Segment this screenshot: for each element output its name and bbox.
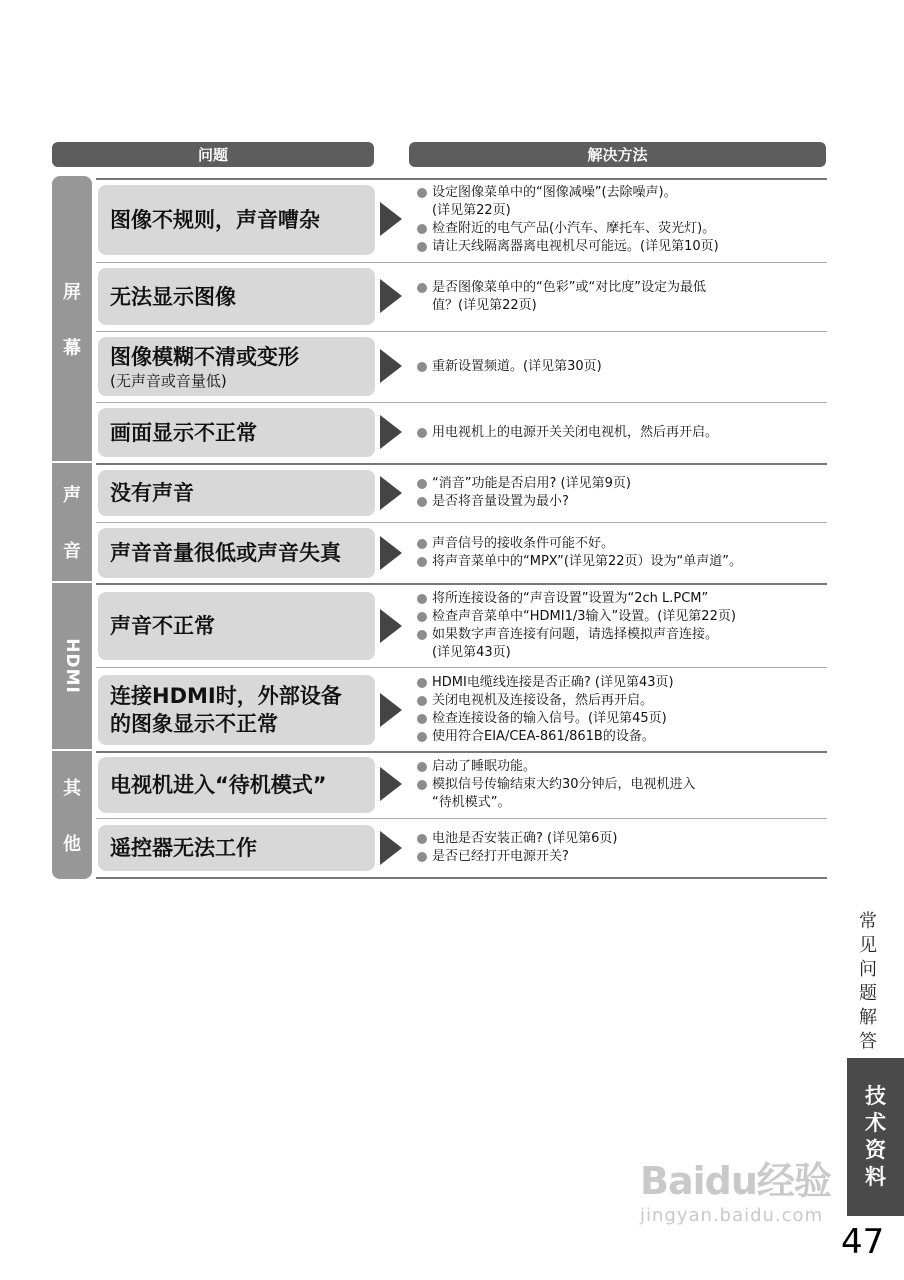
category-hdmi [52,583,92,749]
solution-block [417,266,827,328]
side-tab-faq-char: 解 [859,1007,877,1028]
category-other [52,751,92,879]
row-divider [96,667,827,668]
bullet-icon [417,612,427,622]
side-tab-tech-char: 资 [865,1138,886,1162]
arrow-right-icon [380,279,402,313]
arrow-right-icon [380,767,402,801]
bullet-icon [417,732,427,742]
bullet-icon [417,557,427,567]
solution-line: (详见第22页) [432,203,511,218]
solution-line: 关闭电视机及连接设备，然后再开启。 [417,692,827,710]
problem-title: 图像模糊不清或变形 [110,344,299,369]
arrow-right-icon [380,693,402,727]
problem-title: 画面显示不正常 [110,420,257,445]
problem-title: 声音不正常 [110,614,215,638]
solution-line: 是否将音量设置为最小? [417,493,827,511]
bullet-icon [417,539,427,549]
side-tab-tech-char: 料 [865,1165,886,1189]
problem-title: 无法显示图像 [110,284,236,309]
solution-block [417,755,827,815]
solution-line: 将声音菜单中的“MPX”(详见第22页）设为“单声道”。 [417,553,827,571]
bullet-icon [417,696,427,706]
problem-abnormal-sound [98,592,375,660]
category-screen [52,176,92,461]
problem-blurry-distorted-image [98,337,375,396]
bullet-icon [417,630,427,640]
arrow-right-icon [380,609,402,643]
problem-no-sound [98,470,375,516]
side-tab-faq-char: 常 [859,911,877,932]
row-divider [96,522,827,523]
category-sound [52,463,92,581]
arrow-right-icon [380,831,402,865]
problem-title: 没有声音 [110,481,194,505]
category-sound-char-2: 音 [63,541,81,562]
side-tab-tech-char: 技 [865,1084,886,1108]
category-screen-char-2: 幕 [63,337,81,359]
problem-title-line-2: 的图象显示不正常 [110,712,278,736]
solution-line: 设定图像菜单中的“图像减噪”(去除噪声)。 [417,184,827,202]
row-divider [96,818,827,819]
problem-title: 连接HDMI时，外部设备 [110,684,342,708]
side-tab-faq-char: 答 [859,1031,877,1052]
bullet-icon [417,714,427,724]
solution-line: 声音信号的接收条件可能不好。 [417,535,827,553]
side-tab-technical-data [847,1058,904,1216]
page-number: 47 [841,1222,885,1262]
bullet-icon [417,362,427,372]
section-divider [96,751,827,753]
problem-hdmi-external-device-image [98,675,375,745]
solution-block [417,335,827,399]
row-divider [96,262,827,263]
bullet-icon [417,762,427,772]
table-top-rule [96,178,827,180]
section-divider [96,463,827,465]
side-tab-faq [857,910,879,1054]
solution-line: (详见第43页) [432,645,511,660]
solution-line: HDMI电缆线连接是否正确? (详见第43页) [417,674,827,692]
table-bottom-rule [96,877,827,879]
category-hdmi-label: HDMI [62,638,82,694]
solution-line: 电池是否安装正确? (详见第6页) [417,830,827,848]
solution-block [417,405,827,461]
bullet-icon [417,224,427,234]
solution-block [417,526,827,580]
solution-block [417,467,827,519]
solution-line: 检查连接设备的输入信号。(详见第45页) [417,710,827,728]
solution-line: 值？(详见第22页) [432,298,537,313]
arrow-right-icon [380,415,402,449]
problem-title: 电视机进入“待机模式” [110,773,327,797]
problem-subtitle: (无声音或音量低) [110,371,227,390]
section-divider [96,583,827,585]
problem-irregular-image-noisy-sound [98,185,375,255]
arrow-right-icon [380,202,402,236]
solution-line: 模拟信号传输结束大约30分钟后，电视机进入 [417,776,827,794]
bullet-icon [417,594,427,604]
solution-line: 重新设置频道。(详见第30页) [417,358,827,376]
bullet-icon [417,852,427,862]
solution-block [417,587,827,665]
baidu-jingyan-watermark [640,1150,831,1226]
solution-block [417,822,827,874]
side-tab-tech-char: 术 [865,1111,886,1135]
bullet-icon [417,188,427,198]
problem-abnormal-display [98,408,375,457]
solution-line: “待机模式”。 [432,795,511,810]
solution-line: 用电视机上的电源开关关闭电视机，然后再开启。 [417,424,827,442]
problem-title: 声音音量很低或声音失真 [110,541,341,565]
category-other-char-1: 其 [63,778,81,799]
solution-block [417,671,827,749]
solution-line: 如果数字声音连接有问题，请选择模拟声音连接。 [417,626,827,644]
bullet-icon [417,678,427,688]
side-tab-faq-char: 题 [859,983,877,1004]
arrow-right-icon [380,349,402,383]
solution-line: 请让天线隔离器离电视机尽可能远。(详见第10页) [417,238,827,256]
row-divider [96,331,827,332]
solution-block [417,182,827,258]
solution-line: 是否图像菜单中的“色彩”或“对比度”设定为最低 [417,279,827,297]
arrow-right-icon [380,476,402,510]
category-sound-char-1: 声 [63,485,81,506]
side-tab-faq-char: 问 [859,959,877,980]
solution-line: 将所连接设备的“声音设置”设置为“2ch L.PCM” [417,590,827,608]
watermark-logo: Baidu经验 [640,1159,831,1203]
problem-no-image [98,268,375,325]
category-screen-char-1: 屏 [63,281,81,303]
row-divider [96,402,827,403]
problem-title: 遥控器无法工作 [110,836,257,860]
problem-low-volume-distortion [98,528,375,578]
solution-line: 启动了睡眠功能。 [417,758,827,776]
solution-column-header: 解决方法 [409,142,826,167]
bullet-icon [417,242,427,252]
arrow-right-icon [380,536,402,570]
bullet-icon [417,479,427,489]
bullet-icon [417,780,427,790]
solution-line: 检查声音菜单中“HDMI1/3输入”设置。(详见第22页) [417,608,827,626]
solution-line: 使用符合EIA/CEA-861/861B的设备。 [417,728,827,746]
bullet-icon [417,834,427,844]
problem-column-header: 问题 [52,142,374,167]
bullet-icon [417,283,427,293]
solution-line: “消音”功能是否启用? (详见第9页) [417,475,827,493]
problem-remote-not-working [98,825,375,871]
side-tab-faq-char: 见 [859,935,877,956]
solution-line: 是否已经打开电源开关? [417,848,827,866]
bullet-icon [417,428,427,438]
bullet-icon [417,497,427,507]
solution-line: 检查附近的电气产品(小汽车、摩托车、荧光灯)。 [417,220,827,238]
watermark-url: jingyan.baidu.com [640,1205,824,1226]
problem-standby-mode [98,757,375,813]
problem-title: 图像不规则，声音嘈杂 [110,208,320,232]
category-other-char-2: 他 [63,834,81,855]
